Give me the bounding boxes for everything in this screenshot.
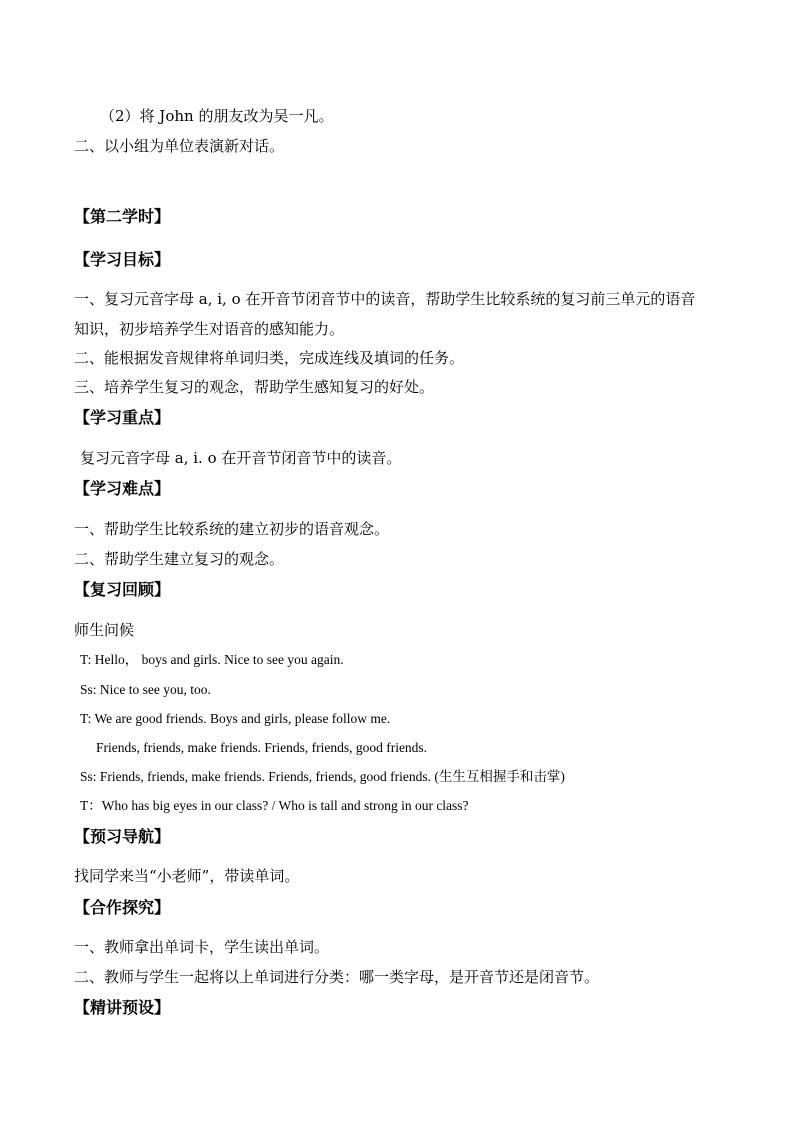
cooperation-step-2: 二、教师与学生一起将以上单词进行分类：哪一类字母，是开音节还是闭音节。: [74, 968, 600, 986]
difficulty-2: 二、帮助学生建立复习的观念。: [74, 550, 285, 568]
dialogue-line-5: Ss: Friends, friends, make friends. Friends, friends, good friends. (生生互相握手和击掌): [80, 769, 565, 784]
objective-1-line-1: 一、复习元音字母 a, i, o 在开音节闭音节中的读音，帮助学生比较系统的复习前三单元的语音: [74, 290, 696, 308]
section-heading-lecture: 【精讲预设】: [74, 998, 171, 1017]
section-heading-difficulties: 【学习难点】: [74, 479, 171, 498]
dialogue-line-2: Ss: Nice to see you, too.: [80, 682, 211, 697]
difficulty-1: 一、帮助学生比较系统的建立初步的语音观念。: [74, 520, 390, 538]
dialogue-line-3: T: We are good friends. Boys and girls, please follow me.: [80, 711, 391, 726]
preview-text: 找同学来当“小老师”，带读单词。: [74, 867, 300, 885]
task-item-2: （2）将 John 的朋友改为吴一凡。: [100, 107, 334, 125]
section-heading-preview: 【预习导航】: [74, 827, 171, 846]
section-heading-cooperation: 【合作探究】: [74, 898, 171, 917]
dialogue-line-1: T: Hello， boys and girls. Nice to see you again.: [80, 652, 344, 667]
objective-2: 二、能根据发音规律将单词归类，完成连线及填词的任务。: [74, 349, 465, 367]
objective-3: 三、培养学生复习的观念，帮助学生感知复习的好处。: [74, 378, 435, 396]
cooperation-step-1: 一、教师拿出单词卡，学生读出单词。: [74, 938, 330, 956]
section-heading-second-lesson: 【第二学时】: [74, 207, 171, 226]
section-heading-review: 【复习回顾】: [74, 580, 171, 599]
key-point-text: 复习元音字母 a, i. o 在开音节闭音节中的读音。: [80, 449, 402, 467]
objective-1-line-2: 知识，初步培养学生对语音的感知能力。: [74, 320, 345, 338]
greeting-label: 师生问候: [74, 621, 135, 639]
task-perform: 二、以小组为单位表演新对话。: [74, 137, 285, 155]
section-heading-objectives: 【学习目标】: [74, 250, 171, 269]
dialogue-line-4: Friends, friends, make friends. Friends, friends, good friends.: [96, 740, 428, 755]
dialogue-line-6: T：Who has big eyes in our class? / Who is tall and strong in our class?: [80, 798, 469, 813]
section-heading-key-points: 【学习重点】: [74, 408, 171, 427]
